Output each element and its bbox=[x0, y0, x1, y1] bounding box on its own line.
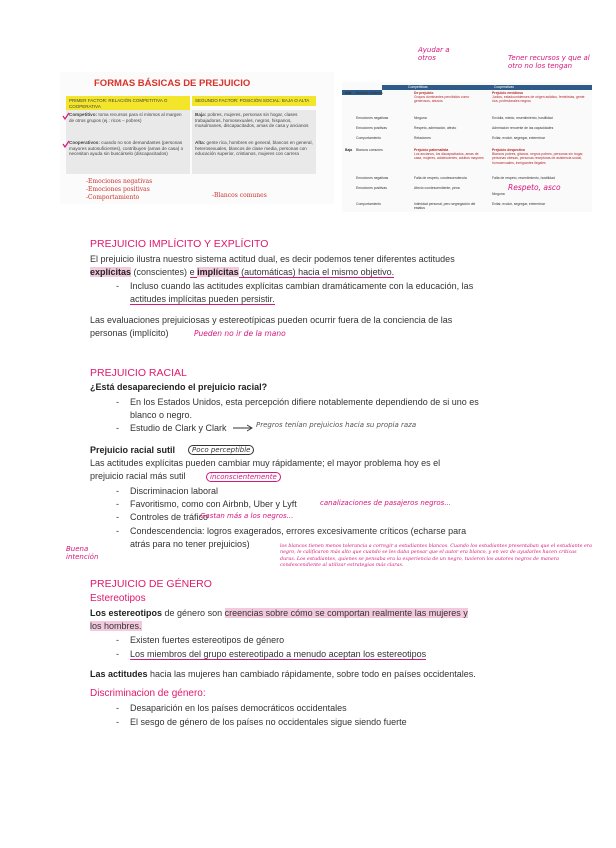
comportamiento: -Comportamiento bbox=[86, 194, 140, 201]
section-title-implicito: PREJUICIO IMPLÍCITO Y EXPLÍCITO bbox=[90, 238, 269, 250]
racial-bullet-1: - En los Estados Unidos, esta percepción difiere notablemente dependiendo de si uno es blanco o negro. bbox=[116, 397, 479, 420]
emociones-negativas: -Emociones negativas bbox=[86, 178, 153, 185]
baja-cell: Baja: pobres, mujeres, personas sin hogar, clases trabajadoras, homosexuales, negros, hispanos, musulmanes, discapacitados, amas de casa y ancianos bbox=[192, 110, 316, 140]
sec1-paragraph-line2: explícitas (conscientes) e implícitas (automáticas) hacia el mismo objetivo. bbox=[90, 267, 395, 277]
sub-title-estereotipos: Estereotipos bbox=[90, 593, 146, 604]
alta-cell: Alta: gente rica, hombres en general, blancos en general, heterosexuales, blancos de clase media, personas con educación superior, cristianos, mujeres con carrera bbox=[192, 138, 316, 174]
blancos-comunes: -Blancos comunes bbox=[212, 192, 267, 199]
racial-question: ¿Está desapareciendo el prejuicio racial? bbox=[90, 382, 268, 392]
racial-bullet-2: - Estudio de Clark y Clark bbox=[116, 423, 227, 433]
sec1-paragraph-line1: El prejuicio ilustra nuestro sistema actitud dual, es decir podemos tener diferentes actitudes bbox=[90, 254, 455, 264]
sutil-paragraph: Las actitudes explícitas pueden cambiar muy rápidamente; el mayor problema hoy es el prejuicio racial más sutil bbox=[90, 458, 441, 481]
handwritten-note-tener: Tener recursos y que al otro no los tengan bbox=[508, 54, 590, 70]
competitivo-cell: Competitivo: toma recursos para sí mismos al margen de otros grupos (ej.: ricos – pobres) bbox=[66, 110, 190, 140]
sec1-bullet: - Incluso cuando las actitudes explícitas cambian dramáticamente con la educación, las actitudes implícitas pueden persistir. bbox=[116, 281, 474, 304]
genero-bullet-3: - Desaparición en los países democráticos occidentales bbox=[116, 703, 347, 713]
handwritten-note-buena: Buena intención bbox=[66, 545, 99, 561]
handwritten-note-gastan: Gastan más a los negros... bbox=[200, 512, 294, 520]
handwritten-note-pregros: Pregros tenían prejuicios hacia su propia raza bbox=[256, 421, 417, 429]
cooperativos-cell: Cooperativos: cuando no son demandantes (personas mayores autosuficientes), contribuyen (amas de casa) o necesitan ayuda sin buscárselo (discapacitados) bbox=[66, 138, 190, 174]
sub-title-discriminacion: Discriminacion de género: bbox=[90, 688, 206, 699]
handwritten-note-canal: canalizaciones de pasajeros negros... bbox=[320, 499, 452, 507]
handwritten-note-pueden: Pueden no ir de la mano bbox=[194, 329, 286, 338]
handwritten-note-respeto: Respeto, asco bbox=[508, 183, 561, 192]
emociones-positivas: -Emociones positivas bbox=[86, 186, 150, 193]
left-screenshot bbox=[60, 72, 334, 204]
genero-paragraph-1: Los estereotipos de género son creencias sobre cómo se comportan realmente las mujeres y los hombres. bbox=[90, 608, 468, 631]
racial-bullet-3: - Discriminacion laboral bbox=[116, 486, 219, 496]
section-title-racial: PREJUICIO RACIAL bbox=[90, 367, 187, 379]
genero-bullet-1: - Existen fuertes estereotipos de género bbox=[116, 635, 285, 645]
handwritten-note-ayudar: Ayudar a otros bbox=[418, 46, 450, 62]
checkmark-icon bbox=[62, 140, 70, 148]
genero-bullet-4: - El sesgo de género de los países no occidentales sigue siendo fuerte bbox=[116, 717, 407, 727]
sec1-paragraph2: Las evaluaciones prejuiciosas y estereotípicas pueden ocurrir fuera de la conciencia de las personas (implícito) bbox=[90, 315, 453, 338]
factor2-box: SEGUNDO FACTOR: POSICIÓN SOCIAL: BAJA O ALTA bbox=[192, 96, 316, 106]
handwritten-note-inconsciente: inconscientemente bbox=[206, 472, 281, 482]
right-screenshot-table: Competitivas Cooperativas Alta Blancos comunes De prejuicio Grupos dominantes percibidos como generosos, abusos Prejuicio envidioso Judíos, estadounidenses de origen asiático, feministas, gente rica, profesionales negros Emociones negativas Ninguna Envidia, miedo, resentimiento, hostilidad Emociones positivas Respeto, admiración, afecto Admiración renuente de las capacidades Comportamiento Relaciones Evitar, excluir, segregar, exterminar Baja Blancos comunes Prejuicio paternalista Los ancianos, los discapacitados, amas de casa, mujeres, adolescentes, adultos mayores Prejuicio despectivo Blancos pobres, gitanos, negros pobres, personas sin hogar, personas obesas, personas receptoras de asistencia social, homosexuales, inmigrantes ilegales Emociones negativas Falta de respeto, condescendencia Falta de respeto, resentimiento, hostilidad Emociones positivas Afecto condescendiente, pena Ninguna Comportamiento Intimidad personal, pero segregación del estatus Evitar, excluir, segregar, exterminar bbox=[342, 82, 592, 212]
racial-bullet-4: - Favoritismo, como con Airbnb, Uber y Lyft bbox=[116, 499, 297, 509]
section-title-genero: PREJUICIO DE GÉNERO bbox=[90, 578, 212, 590]
racial-bullet-6: - Condescendencia: logros exagerados, errores excesivamente críticos (echarse para atrás para no tener prejuicios) bbox=[116, 526, 467, 549]
factor1-box: PRIMER FACTOR: RELACIÓN COMPETITIVA O COOPERATIVA bbox=[66, 96, 190, 111]
checkmark-icon bbox=[62, 112, 70, 120]
handwritten-note-poco: Poco perceptible bbox=[188, 445, 254, 455]
arrow-icon bbox=[232, 424, 254, 432]
prejuicio-sutil: Prejuicio racial sutil bbox=[90, 445, 176, 455]
racial-bullet-5: - Controles de tráfico bbox=[116, 512, 209, 522]
genero-bullet-2: - Los miembros del grupo estereotipado a menudo aceptan los estereotipos bbox=[116, 649, 427, 659]
screenshot-title: FORMAS BÁSICAS DE PREJUICIO bbox=[94, 78, 251, 89]
genero-paragraph-2: Las actitudes hacia las mujeres han cambiado rápidamente, sobre todo en países occidentales. bbox=[90, 669, 476, 679]
handwritten-cursive-note: los blancos tienen menos tolerancia a corregir a estudiantes blancos. Cuando los estudiantes presentaban que el estudiante era negro, le calificaron más alto que cuando se les daba pensar que el autor era blanco, y en vez de ayudarles hacen críticas duras. Los estudiantes, quienes se pensaba era la experiencia de un negro, tuvieron los autores negros de manera condescendiente al utilizar estrategias más claras. bbox=[280, 544, 592, 569]
